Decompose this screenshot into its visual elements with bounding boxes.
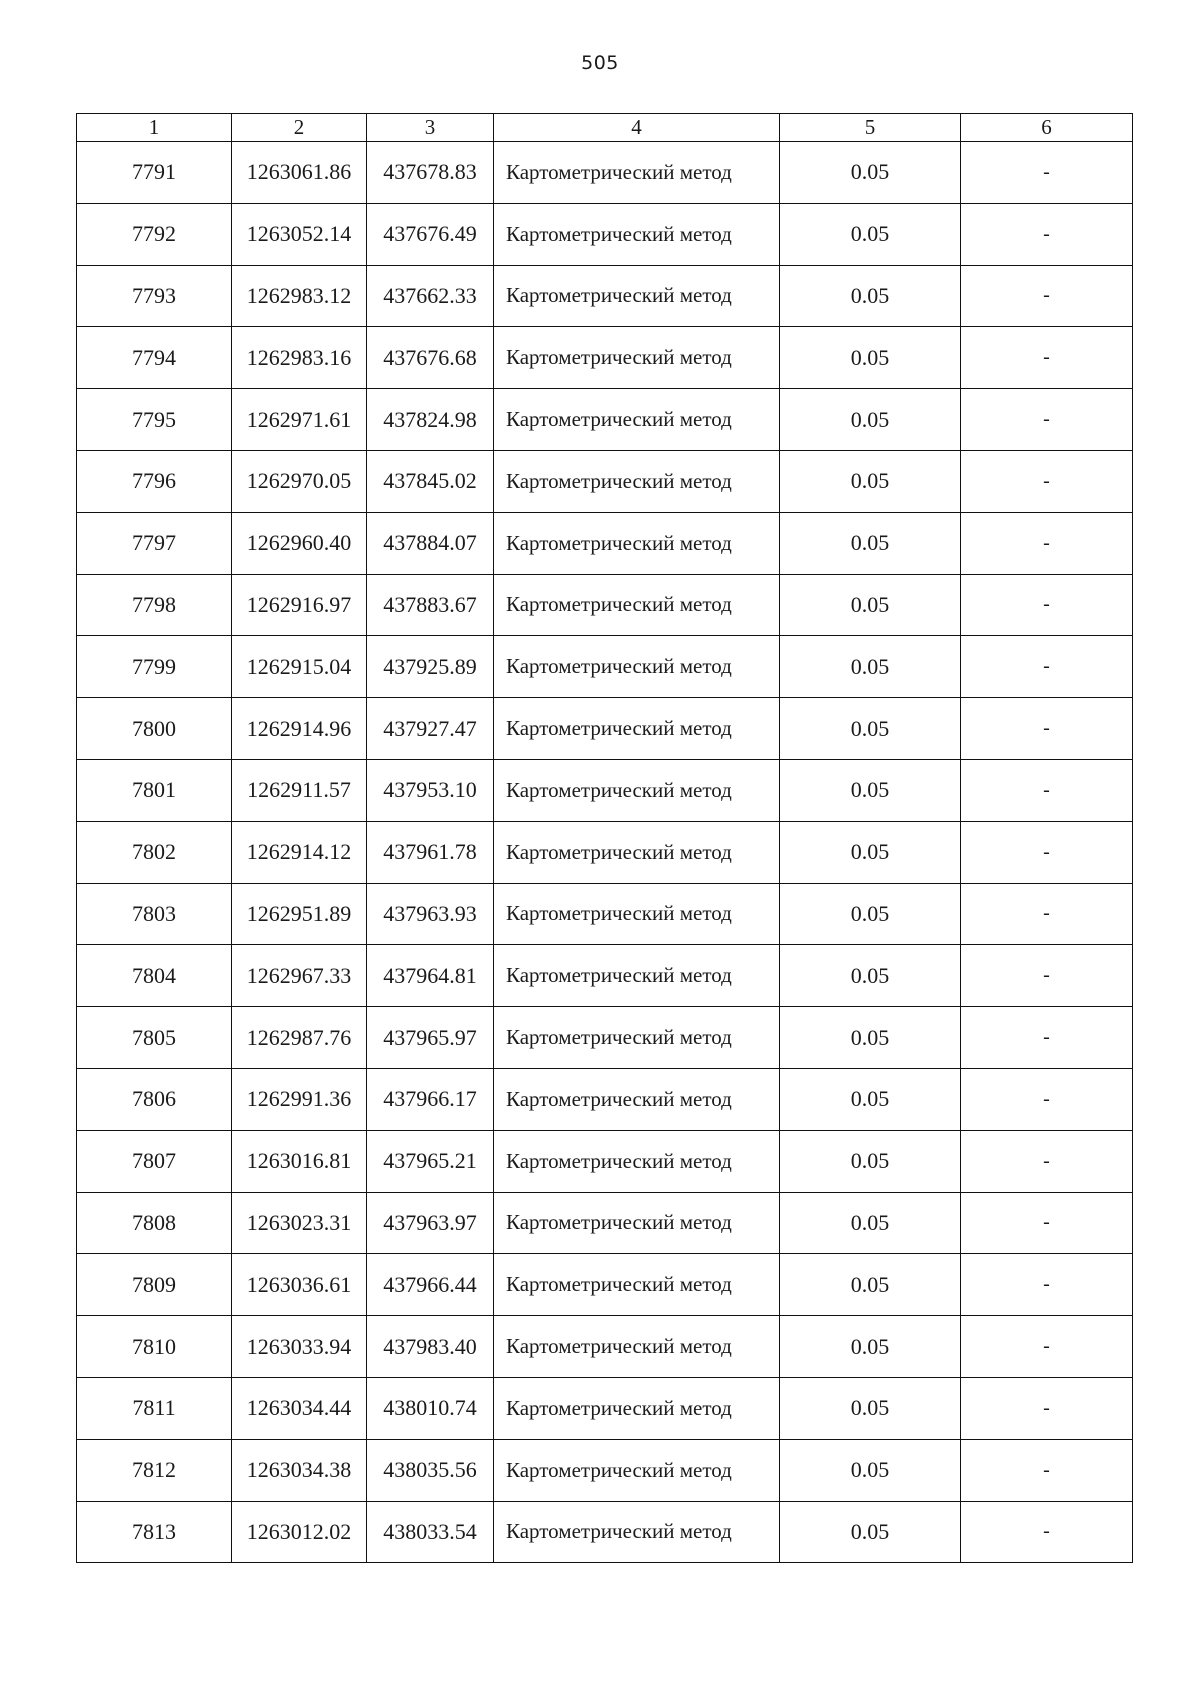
x-coordinate-cell: 1262911.57 <box>232 759 367 821</box>
table-header <box>77 114 1133 142</box>
method-cell: Картометрический метод <box>494 821 780 883</box>
x-coordinate-cell: 1262983.12 <box>232 265 367 327</box>
method-cell: Картометрический метод <box>494 1377 780 1439</box>
y-coordinate-cell: 438035.56 <box>367 1439 494 1501</box>
point-number-cell: 7800 <box>77 698 232 760</box>
note-cell: - <box>961 883 1133 945</box>
accuracy-cell: 0.05 <box>780 883 961 945</box>
table-row <box>77 698 1133 760</box>
method-cell: Картометрический метод <box>494 203 780 265</box>
point-number-cell: 7801 <box>77 759 232 821</box>
table-row <box>77 883 1133 945</box>
note-cell: - <box>961 698 1133 760</box>
table-row <box>77 203 1133 265</box>
column-header: 4 <box>494 114 780 142</box>
y-coordinate-cell: 437966.17 <box>367 1068 494 1130</box>
point-number-cell: 7812 <box>77 1439 232 1501</box>
accuracy-cell: 0.05 <box>780 1439 961 1501</box>
method-cell: Картометрический метод <box>494 512 780 574</box>
table-row <box>77 636 1133 698</box>
method-cell: Картометрический метод <box>494 759 780 821</box>
x-coordinate-cell: 1262916.97 <box>232 574 367 636</box>
table-row <box>77 450 1133 512</box>
point-number-cell: 7795 <box>77 389 232 451</box>
table-row <box>77 1316 1133 1378</box>
note-cell: - <box>961 450 1133 512</box>
note-cell: - <box>961 512 1133 574</box>
point-number-cell: 7796 <box>77 450 232 512</box>
table-row <box>77 574 1133 636</box>
table-row <box>77 945 1133 1007</box>
table-body <box>77 142 1133 1563</box>
note-cell: - <box>961 1439 1133 1501</box>
accuracy-cell: 0.05 <box>780 450 961 512</box>
y-coordinate-cell: 437965.97 <box>367 1007 494 1069</box>
note-cell: - <box>961 1130 1133 1192</box>
x-coordinate-cell: 1262951.89 <box>232 883 367 945</box>
method-cell: Картометрический метод <box>494 265 780 327</box>
table-row <box>77 265 1133 327</box>
x-coordinate-cell: 1262971.61 <box>232 389 367 451</box>
y-coordinate-cell: 437966.44 <box>367 1254 494 1316</box>
point-number-cell: 7793 <box>77 265 232 327</box>
note-cell: - <box>961 821 1133 883</box>
method-cell: Картометрический метод <box>494 1254 780 1316</box>
note-cell: - <box>961 203 1133 265</box>
accuracy-cell: 0.05 <box>780 1254 961 1316</box>
table-row <box>77 759 1133 821</box>
note-cell: - <box>961 636 1133 698</box>
note-cell: - <box>961 1192 1133 1254</box>
x-coordinate-cell: 1262970.05 <box>232 450 367 512</box>
table-row <box>77 327 1133 389</box>
y-coordinate-cell: 437963.97 <box>367 1192 494 1254</box>
point-number-cell: 7809 <box>77 1254 232 1316</box>
accuracy-cell: 0.05 <box>780 265 961 327</box>
y-coordinate-cell: 437927.47 <box>367 698 494 760</box>
y-coordinate-cell: 437961.78 <box>367 821 494 883</box>
method-cell: Картометрический метод <box>494 327 780 389</box>
y-coordinate-cell: 437678.83 <box>367 142 494 204</box>
column-header: 3 <box>367 114 494 142</box>
accuracy-cell: 0.05 <box>780 389 961 451</box>
x-coordinate-cell: 1263034.38 <box>232 1439 367 1501</box>
table-row <box>77 1192 1133 1254</box>
x-coordinate-cell: 1263052.14 <box>232 203 367 265</box>
table-row <box>77 142 1133 204</box>
method-cell: Картометрический метод <box>494 1501 780 1563</box>
accuracy-cell: 0.05 <box>780 203 961 265</box>
table-row <box>77 512 1133 574</box>
note-cell: - <box>961 1377 1133 1439</box>
y-coordinate-cell: 438010.74 <box>367 1377 494 1439</box>
x-coordinate-cell: 1263061.86 <box>232 142 367 204</box>
point-number-cell: 7802 <box>77 821 232 883</box>
accuracy-cell: 0.05 <box>780 1007 961 1069</box>
point-number-cell: 7807 <box>77 1130 232 1192</box>
note-cell: - <box>961 327 1133 389</box>
point-number-cell: 7811 <box>77 1377 232 1439</box>
method-cell: Картометрический метод <box>494 1130 780 1192</box>
x-coordinate-cell: 1262960.40 <box>232 512 367 574</box>
accuracy-cell: 0.05 <box>780 945 961 1007</box>
accuracy-cell: 0.05 <box>780 327 961 389</box>
method-cell: Картометрический метод <box>494 1007 780 1069</box>
accuracy-cell: 0.05 <box>780 1068 961 1130</box>
accuracy-cell: 0.05 <box>780 759 961 821</box>
y-coordinate-cell: 437965.21 <box>367 1130 494 1192</box>
y-coordinate-cell: 437884.07 <box>367 512 494 574</box>
x-coordinate-cell: 1263036.61 <box>232 1254 367 1316</box>
accuracy-cell: 0.05 <box>780 574 961 636</box>
accuracy-cell: 0.05 <box>780 1316 961 1378</box>
point-number-cell: 7813 <box>77 1501 232 1563</box>
point-number-cell: 7792 <box>77 203 232 265</box>
y-coordinate-cell: 437824.98 <box>367 389 494 451</box>
note-cell: - <box>961 945 1133 1007</box>
table-row <box>77 389 1133 451</box>
y-coordinate-cell: 437676.68 <box>367 327 494 389</box>
y-coordinate-cell: 437883.67 <box>367 574 494 636</box>
accuracy-cell: 0.05 <box>780 698 961 760</box>
table-row <box>77 1377 1133 1439</box>
method-cell: Картометрический метод <box>494 698 780 760</box>
x-coordinate-cell: 1262914.12 <box>232 821 367 883</box>
point-number-cell: 7804 <box>77 945 232 1007</box>
x-coordinate-cell: 1263034.44 <box>232 1377 367 1439</box>
x-coordinate-cell: 1262983.16 <box>232 327 367 389</box>
method-cell: Картометрический метод <box>494 883 780 945</box>
y-coordinate-cell: 437953.10 <box>367 759 494 821</box>
y-coordinate-cell: 438033.54 <box>367 1501 494 1563</box>
accuracy-cell: 0.05 <box>780 1501 961 1563</box>
y-coordinate-cell: 437964.81 <box>367 945 494 1007</box>
method-cell: Картометрический метод <box>494 945 780 1007</box>
y-coordinate-cell: 437845.02 <box>367 450 494 512</box>
column-header: 6 <box>961 114 1133 142</box>
x-coordinate-cell: 1263016.81 <box>232 1130 367 1192</box>
accuracy-cell: 0.05 <box>780 1377 961 1439</box>
y-coordinate-cell: 437662.33 <box>367 265 494 327</box>
table-row <box>77 821 1133 883</box>
method-cell: Картометрический метод <box>494 574 780 636</box>
y-coordinate-cell: 437925.89 <box>367 636 494 698</box>
column-header: 2 <box>232 114 367 142</box>
column-header: 5 <box>780 114 961 142</box>
point-number-cell: 7791 <box>77 142 232 204</box>
method-cell: Картометрический метод <box>494 450 780 512</box>
x-coordinate-cell: 1262991.36 <box>232 1068 367 1130</box>
table-row <box>77 1254 1133 1316</box>
accuracy-cell: 0.05 <box>780 1192 961 1254</box>
accuracy-cell: 0.05 <box>780 636 961 698</box>
note-cell: - <box>961 574 1133 636</box>
note-cell: - <box>961 142 1133 204</box>
table-row <box>77 1130 1133 1192</box>
accuracy-cell: 0.05 <box>780 821 961 883</box>
table-row <box>77 1439 1133 1501</box>
point-number-cell: 7797 <box>77 512 232 574</box>
x-coordinate-cell: 1263033.94 <box>232 1316 367 1378</box>
x-coordinate-cell: 1263012.02 <box>232 1501 367 1563</box>
note-cell: - <box>961 265 1133 327</box>
note-cell: - <box>961 1501 1133 1563</box>
x-coordinate-cell: 1263023.31 <box>232 1192 367 1254</box>
point-number-cell: 7799 <box>77 636 232 698</box>
accuracy-cell: 0.05 <box>780 512 961 574</box>
x-coordinate-cell: 1262967.33 <box>232 945 367 1007</box>
x-coordinate-cell: 1262987.76 <box>232 1007 367 1069</box>
method-cell: Картометрический метод <box>494 636 780 698</box>
accuracy-cell: 0.05 <box>780 1130 961 1192</box>
note-cell: - <box>961 1254 1133 1316</box>
method-cell: Картометрический метод <box>494 1068 780 1130</box>
point-number-cell: 7805 <box>77 1007 232 1069</box>
note-cell: - <box>961 759 1133 821</box>
x-coordinate-cell: 1262915.04 <box>232 636 367 698</box>
page-number: 505 <box>581 52 619 74</box>
point-number-cell: 7798 <box>77 574 232 636</box>
method-cell: Картометрический метод <box>494 1316 780 1378</box>
accuracy-cell: 0.05 <box>780 142 961 204</box>
y-coordinate-cell: 437963.93 <box>367 883 494 945</box>
method-cell: Картометрический метод <box>494 389 780 451</box>
y-coordinate-cell: 437676.49 <box>367 203 494 265</box>
point-number-cell: 7794 <box>77 327 232 389</box>
note-cell: - <box>961 1007 1133 1069</box>
method-cell: Картометрический метод <box>494 1439 780 1501</box>
note-cell: - <box>961 1068 1133 1130</box>
point-number-cell: 7806 <box>77 1068 232 1130</box>
table-row <box>77 1007 1133 1069</box>
table-row <box>77 1501 1133 1563</box>
method-cell: Картометрический метод <box>494 1192 780 1254</box>
header-row <box>77 114 1133 142</box>
column-header: 1 <box>77 114 232 142</box>
x-coordinate-cell: 1262914.96 <box>232 698 367 760</box>
table-row <box>77 1068 1133 1130</box>
note-cell: - <box>961 389 1133 451</box>
point-number-cell: 7810 <box>77 1316 232 1378</box>
point-number-cell: 7808 <box>77 1192 232 1254</box>
note-cell: - <box>961 1316 1133 1378</box>
point-number-cell: 7803 <box>77 883 232 945</box>
method-cell: Картометрический метод <box>494 142 780 204</box>
coordinates-table <box>76 113 1133 1563</box>
y-coordinate-cell: 437983.40 <box>367 1316 494 1378</box>
